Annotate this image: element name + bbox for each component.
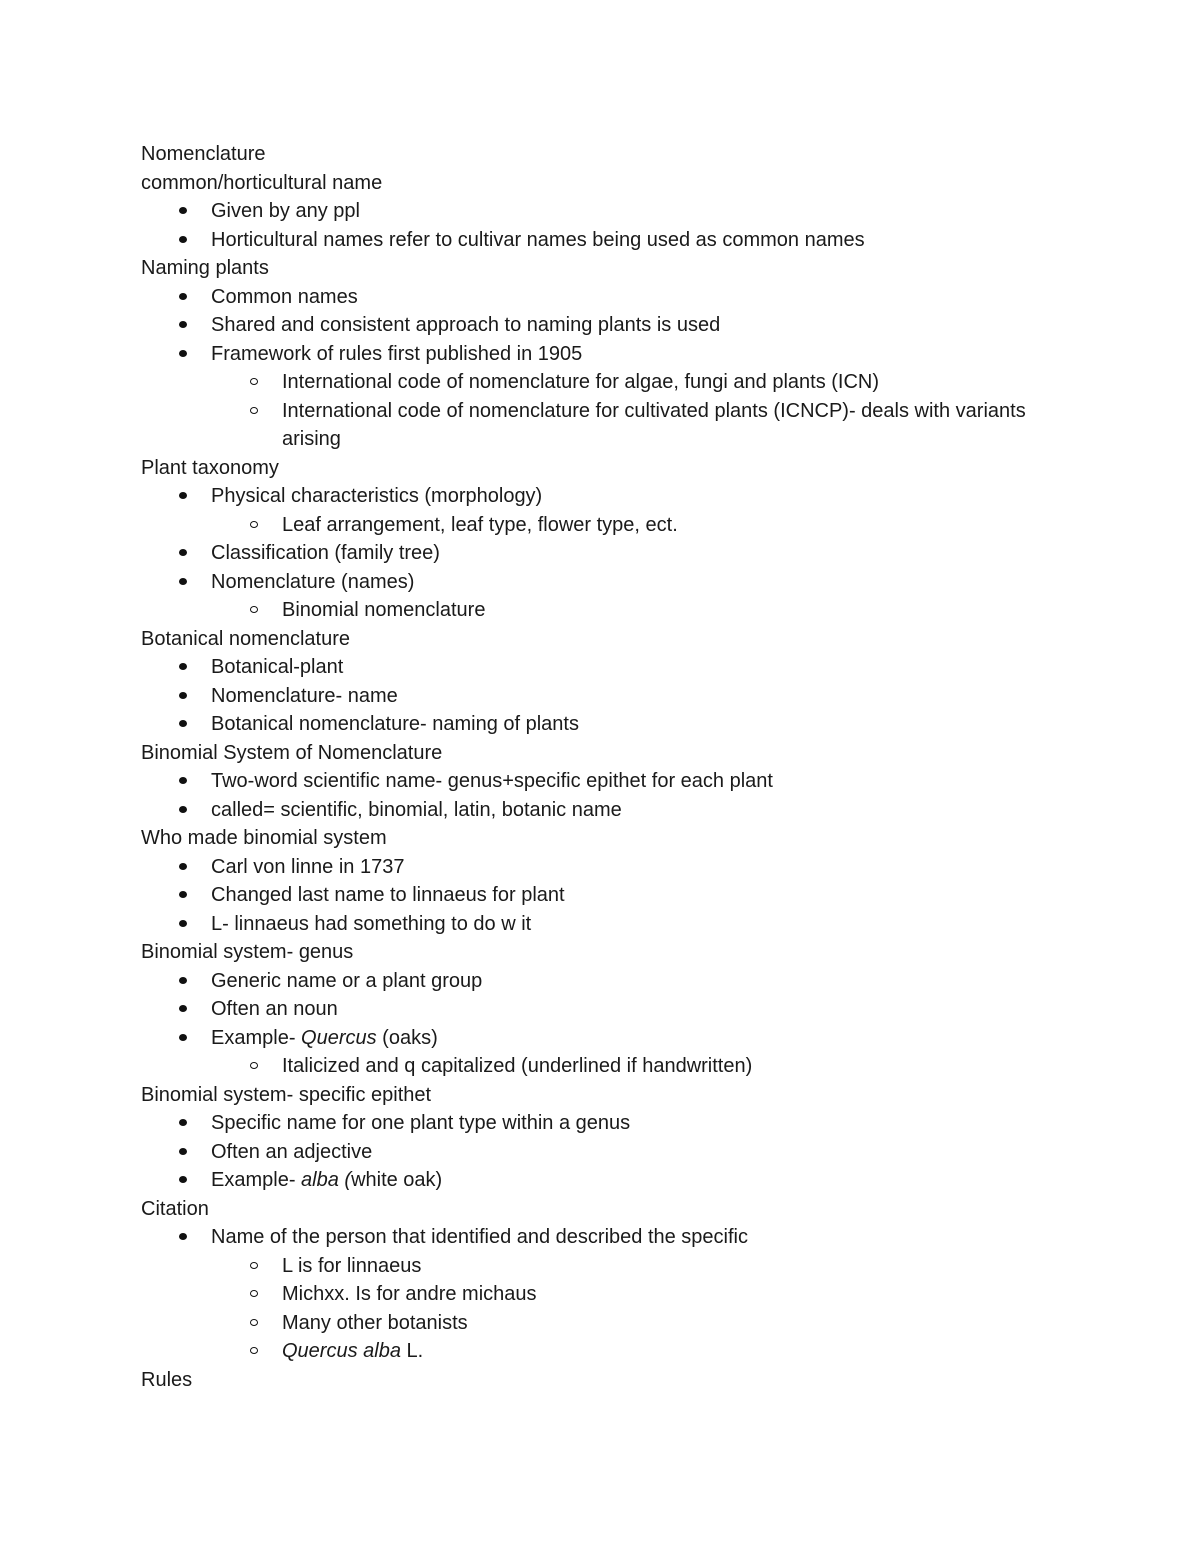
bullet-item: Horticultural names refer to cultivar names being used as common names: [141, 226, 1061, 255]
heading-citation: Citation: [141, 1197, 209, 1220]
heading-binomial-system: Binomial System of Nomenclature: [141, 741, 443, 764]
bullet-item: Botanical nomenclature- naming of plants: [141, 710, 1061, 739]
bullet-item: Carl von linne in 1737: [141, 853, 1061, 882]
bullet-text: Example-: [211, 1026, 302, 1049]
bullet-text: white oak): [351, 1169, 443, 1191]
bullet-item: Two-word scientific name- genus+specific epithet for each plant: [141, 767, 1061, 796]
bullet-item: Often an adjective: [141, 1138, 1061, 1167]
heading-common-name: common/horticultural name: [141, 171, 383, 194]
sub-bullet-text: International code of nomenclature for cultivated plants (ICNCP)- deals with variants arising: [282, 399, 1026, 450]
bullet-item: Common names: [141, 283, 1061, 312]
heading-genus: Binomial system- genus: [141, 941, 354, 963]
notes-content: [141, 140, 1061, 1394]
bullet-text: Example-: [211, 1169, 302, 1191]
sub-bullet-item: Many other botanists: [141, 1309, 1061, 1338]
bullet-item: Shared and consistent approach to naming plants is used: [141, 311, 1061, 340]
bullet-item: Nomenclature (names): [141, 568, 1061, 597]
heading-naming-plants: Naming plants: [141, 257, 269, 279]
bullet-item: Specific name for one plant type within a genus: [141, 1109, 1061, 1138]
heading-botanical-nomenclature: Botanical nomenclature: [141, 627, 351, 650]
heading-plant-taxonomy: Plant taxonomy: [141, 456, 279, 479]
bullet-item: Name of the person that identified and described the specific: [141, 1223, 1061, 1252]
bullet-item: [141, 1024, 1061, 1053]
heading-nomenclature: Nomenclature: [141, 143, 266, 165]
sub-bullet-item: Italicized and q capitalized (underlined if handwritten): [141, 1052, 1061, 1081]
heading-who-made: Who made binomial system: [141, 827, 387, 849]
sub-bullet-text: L.: [400, 1340, 424, 1362]
bullet-item: called= scientific, binomial, latin, botanic name: [141, 796, 1061, 825]
italic-genus: Quercus: [301, 1026, 377, 1049]
sub-bullet-item: [141, 1337, 1061, 1366]
sub-bullet-item: Leaf arrangement, leaf type, flower type, ect.: [141, 511, 1061, 540]
bullet-item: Physical characteristics (morphology): [141, 482, 1061, 511]
sub-bullet-item: Binomial nomenclature: [141, 596, 1061, 625]
sub-bullet-item: L is for linnaeus: [141, 1252, 1061, 1281]
bullet-item: Changed last name to linnaeus for plant: [141, 881, 1061, 910]
bullet-item: Framework of rules first published in 1905: [141, 340, 1061, 369]
sub-bullet-item: [141, 397, 1072, 454]
bullet-item: Given by any ppl: [141, 197, 1061, 226]
bullet-item: L- linnaeus had something to do w it: [141, 910, 1061, 939]
bullet-item: Botanical-plant: [141, 653, 1061, 682]
bullet-item: Generic name or a plant group: [141, 967, 1061, 996]
bullet-item: Often an noun: [141, 995, 1061, 1024]
sub-bullet-item: International code of nomenclature for algae, fungi and plants (ICN): [141, 368, 1061, 397]
bullet-text: (oaks): [376, 1026, 438, 1049]
bullet-item: Nomenclature- name: [141, 682, 1061, 711]
italic-species-name: Quercus alba: [282, 1340, 401, 1362]
sub-bullet-item: Michxx. Is for andre michaus: [141, 1280, 1061, 1309]
italic-epithet: alba (: [301, 1169, 352, 1191]
bullet-item: Classification (family tree): [141, 539, 1061, 568]
heading-rules: Rules: [141, 1368, 193, 1391]
heading-specific-epithet: Binomial system- specific epithet: [141, 1083, 432, 1106]
bullet-item: [141, 1166, 1061, 1195]
